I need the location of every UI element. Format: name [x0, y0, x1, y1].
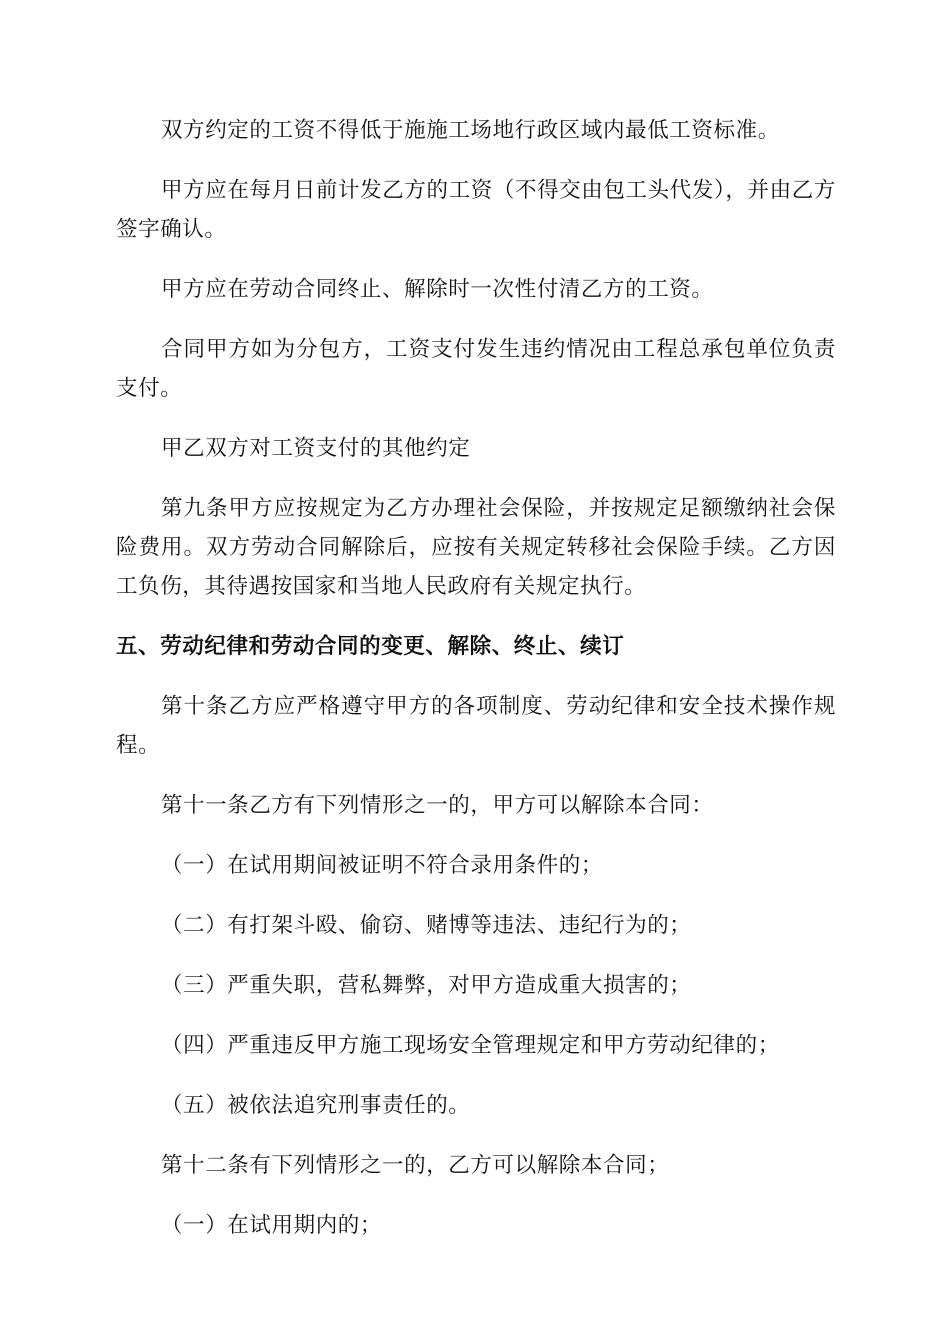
paragraph-wage-settlement: 甲方应在劳动合同终止、解除时一次性付清乙方的工资。	[161, 277, 714, 302]
list-item-11-4: （四）严重违反甲方施工现场安全管理规定和甲方劳动纪律的；	[161, 1033, 780, 1058]
list-item-11-1: （一）在试用期间被证明不符合录用条件的；	[161, 853, 604, 878]
paragraph-article-10: 第十条乙方应严格遵守甲方的各项制度、劳动纪律和安全技术操作规程。	[116, 694, 836, 758]
list-item-11-3: （三）严重失职，营私舞弊，对甲方造成重大损害的；	[161, 973, 692, 998]
paragraph-article-9: 第九条甲方应按规定为乙方办理社会保险，并按规定足额缴纳社会保险费用。双方劳动合同解除后，应按有关规定转移社会保险手续。乙方因工负伤，其待遇按国家和当地人民政府有关规定执行。	[116, 496, 836, 599]
paragraph-wage-minimum: 双方约定的工资不得低于施施工场地行政区域内最低工资标准。	[161, 118, 780, 143]
list-item-11-2: （二）有打架斗殴、偷窃、赌博等违法、违纪行为的；	[161, 913, 692, 938]
paragraph-article-12: 第十二条有下列情形之一的，乙方可以解除本合同；	[161, 1153, 670, 1178]
paragraph-wage-payment-date: 甲方应在每月日前计发乙方的工资（不得交由包工头代发），并由乙方签字确认。	[116, 178, 836, 242]
list-item-12-1: （一）在试用期内的；	[161, 1213, 383, 1238]
paragraph-article-11: 第十一条乙方有下列情形之一的，甲方可以解除本合同：	[161, 793, 714, 818]
document-body	[116, 111, 836, 1266]
paragraph-other-wage-agreements: 甲乙双方对工资支付的其他约定	[161, 436, 471, 461]
paragraph-subcontractor-liability: 合同甲方如为分包方，工资支付发生违约情况由工程总承包单位负责支付。	[116, 337, 836, 401]
list-item-11-5: （五）被依法追究刑事责任的。	[161, 1093, 471, 1118]
section-heading-5: 五、劳动纪律和劳动合同的变更、解除、终止、续订	[116, 634, 625, 659]
